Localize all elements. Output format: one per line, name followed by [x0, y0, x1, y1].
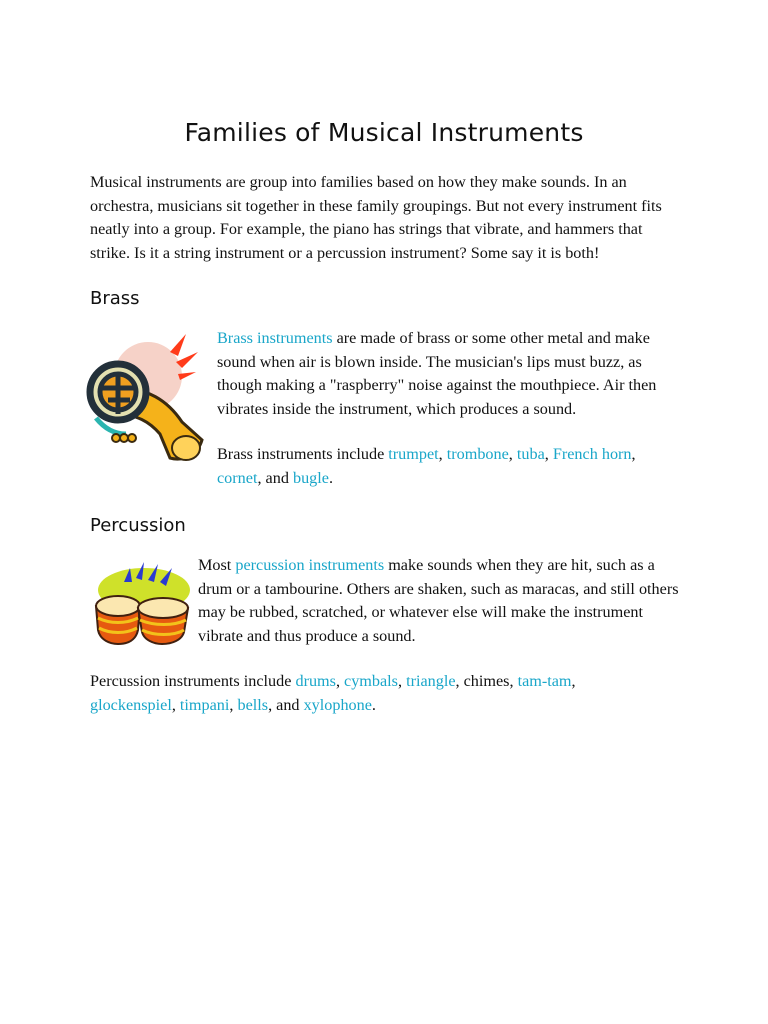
- percussion-heading: Percussion: [90, 515, 186, 536]
- right-drum-head: [138, 598, 188, 618]
- link-cornet[interactable]: cornet: [217, 468, 258, 487]
- link-cymbals[interactable]: cymbals: [344, 672, 398, 690]
- sound-burst-1: [170, 334, 186, 356]
- brass-paragraph-2: Brass instruments include trumpet, trombone, tuba, French horn, cornet, and bugle.: [217, 445, 636, 487]
- link-percussion-instruments[interactable]: percussion instruments: [235, 556, 385, 574]
- percussion-paragraph-2: Percussion instruments include drums, cymbals, triangle, chimes, tam-tam, glockenspiel, timpani, bells, and xylophone.: [90, 672, 576, 714]
- link-french-horn[interactable]: French horn: [552, 445, 632, 463]
- percussion-paragraph-1: Most percussion instruments make sounds when they are hit, such as a drum or a tambourine. Others are shaken, such as maracas, and still others may be rubbed, scratched, or whatever else will make the instrument vibrate and thus produce a sound.: [198, 556, 679, 645]
- left-drum-head: [96, 596, 140, 616]
- bongo-drums-clipart: [92, 560, 190, 646]
- link-drums[interactable]: drums: [295, 672, 336, 690]
- link-timpani[interactable]: timpani: [179, 695, 230, 714]
- intro-paragraph: Musical instruments are group into families based on how they make sounds. In an orchestra, musicians sit together in these family groupings. But not every instrument fits neatly into a group. For example, the piano has strings that vibrate, and hammers that strike. Is it a string instrument or a percussion instrument? Some say it is both!: [90, 173, 662, 262]
- link-tam-tam[interactable]: tam-tam: [517, 672, 572, 690]
- link-tuba[interactable]: tuba: [516, 445, 545, 463]
- link-trombone[interactable]: trombone: [446, 445, 509, 463]
- link-glockenspiel[interactable]: glockenspiel: [90, 695, 172, 714]
- page-title: Families of Musical Instruments: [184, 118, 584, 147]
- brass-paragraph-1: Brass instruments are made of brass or some other metal and make sound when air is blown inside. The musician's lips must buzz, as though making a "raspberry" noise against the mouthpiece. Air then vibrates inside the instrument, which produces a sound.: [217, 329, 657, 418]
- link-brass-instruments[interactable]: Brass instruments: [217, 329, 333, 347]
- link-trumpet[interactable]: trumpet: [388, 445, 439, 463]
- link-bugle[interactable]: bugle: [292, 468, 329, 487]
- french-horn-clipart: [86, 330, 208, 466]
- text-chimes: chimes: [463, 672, 510, 690]
- link-bells[interactable]: bells: [237, 695, 269, 714]
- brass-heading: Brass: [90, 288, 140, 309]
- link-xylophone[interactable]: xylophone: [303, 695, 372, 714]
- link-triangle[interactable]: triangle: [406, 672, 456, 690]
